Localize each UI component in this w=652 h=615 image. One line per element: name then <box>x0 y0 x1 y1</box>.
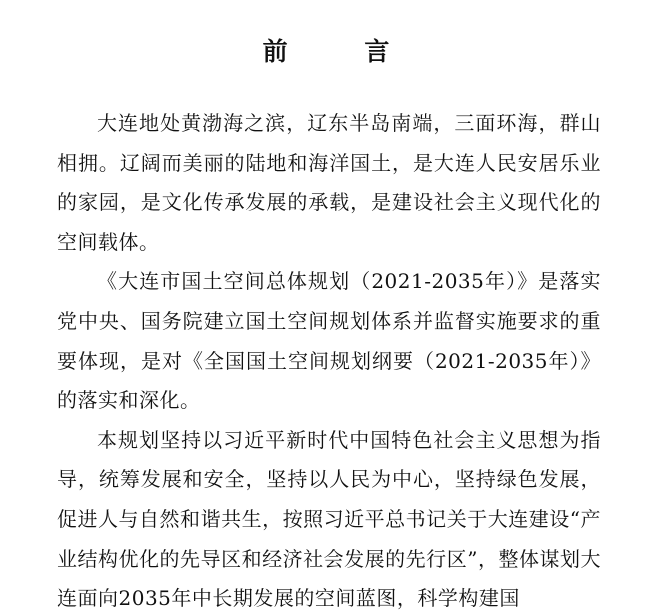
paragraph-1: 大连地处黄渤海之滨，辽东半岛南端，三面环海，群山相拥。辽阔而美丽的陆地和海洋国土，是大连人民安居乐业的家园，是文化传承发展的承载，是建设社会主义现代化的空间载体。 <box>57 111 601 254</box>
paragraph-3: 本规划坚持以习近平新时代中国特色社会主义思想为指导，统筹发展和安全，坚持以人民为中心，坚持绿色发展，促进人与自然和谐共生，按照习近平总书记关于大连建设“产业结构优化的先导区和经济社会发展的先行区”，整体谋划大连面向2035年中长期发展的空间蓝图，科学构建国 <box>57 427 601 611</box>
paragraph-2: 《大连市国土空间总体规划（2021-2035年）》是落实党中央、国务院建立国土空间规划体系并监督实施要求的重要体现，是对《全国国土空间规划纲要（2021-2035年）》的落实和深化。 <box>57 269 601 413</box>
page-title: 前 言 <box>262 37 424 66</box>
body-text <box>57 104 601 615</box>
